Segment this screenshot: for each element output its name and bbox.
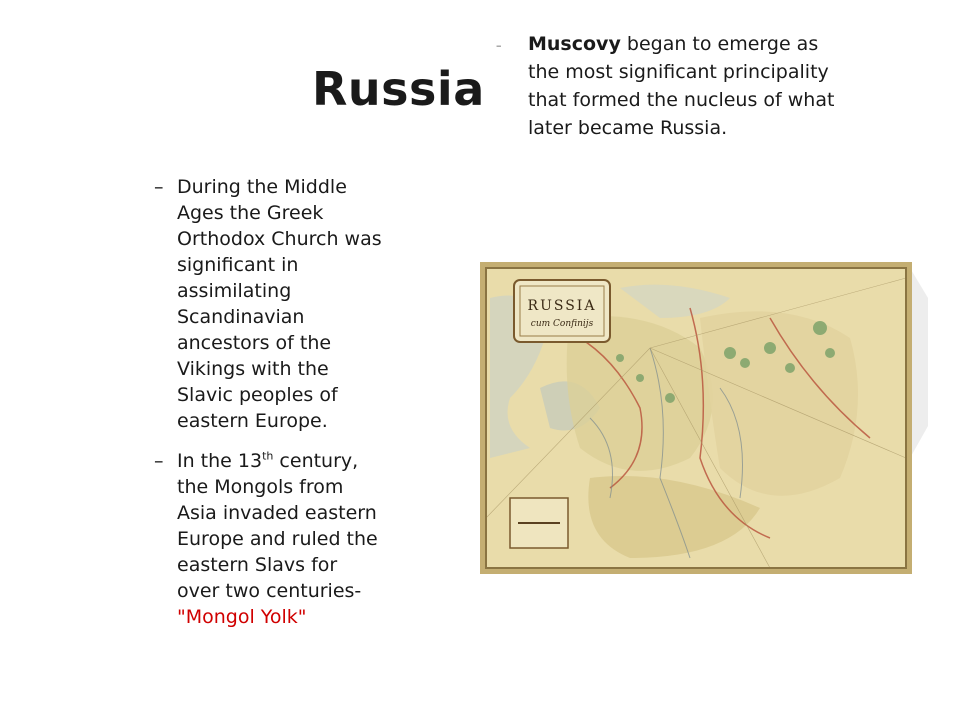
slide-title: Russia: [312, 62, 485, 116]
bullet-dash: –: [154, 450, 164, 472]
bullet-text-part: century, the Mongols from Asia invaded eastern Europe and ruled the eastern Slavs for over two centuries-: [177, 450, 378, 602]
bullet-text: During the Middle Ages the Greek Orthodox Church was significant in assimilating Scandinavian ancestors of the Vikings with the Slavic peoples of eastern Europe.: [177, 176, 382, 432]
map-cartouche: [514, 280, 610, 342]
map-cartouche-title: RUSSIA: [527, 298, 597, 314]
bullet-text: [177, 448, 382, 630]
top-bullet-text: [528, 30, 848, 142]
top-bullet-rest: began to emerge as the most significant principality that formed the nucleus of what later became Russia.: [528, 33, 835, 139]
mongol-yolk-highlight: "Mongol Yolk": [177, 606, 307, 628]
russia-map-image: [470, 258, 930, 580]
bullet-item-mongols: [154, 448, 384, 630]
bullet-dash: –: [154, 176, 164, 198]
bullet-dash: –: [496, 39, 502, 52]
ordinal-suffix: th: [262, 449, 274, 463]
bullet-item-orthodox: [154, 174, 384, 434]
bullet-list: [154, 174, 384, 644]
bullet-text-part: In the 13: [177, 450, 263, 472]
muscovy-term: Muscovy: [528, 33, 621, 55]
map-cartouche-subtitle: cum Confinijs: [530, 319, 594, 329]
